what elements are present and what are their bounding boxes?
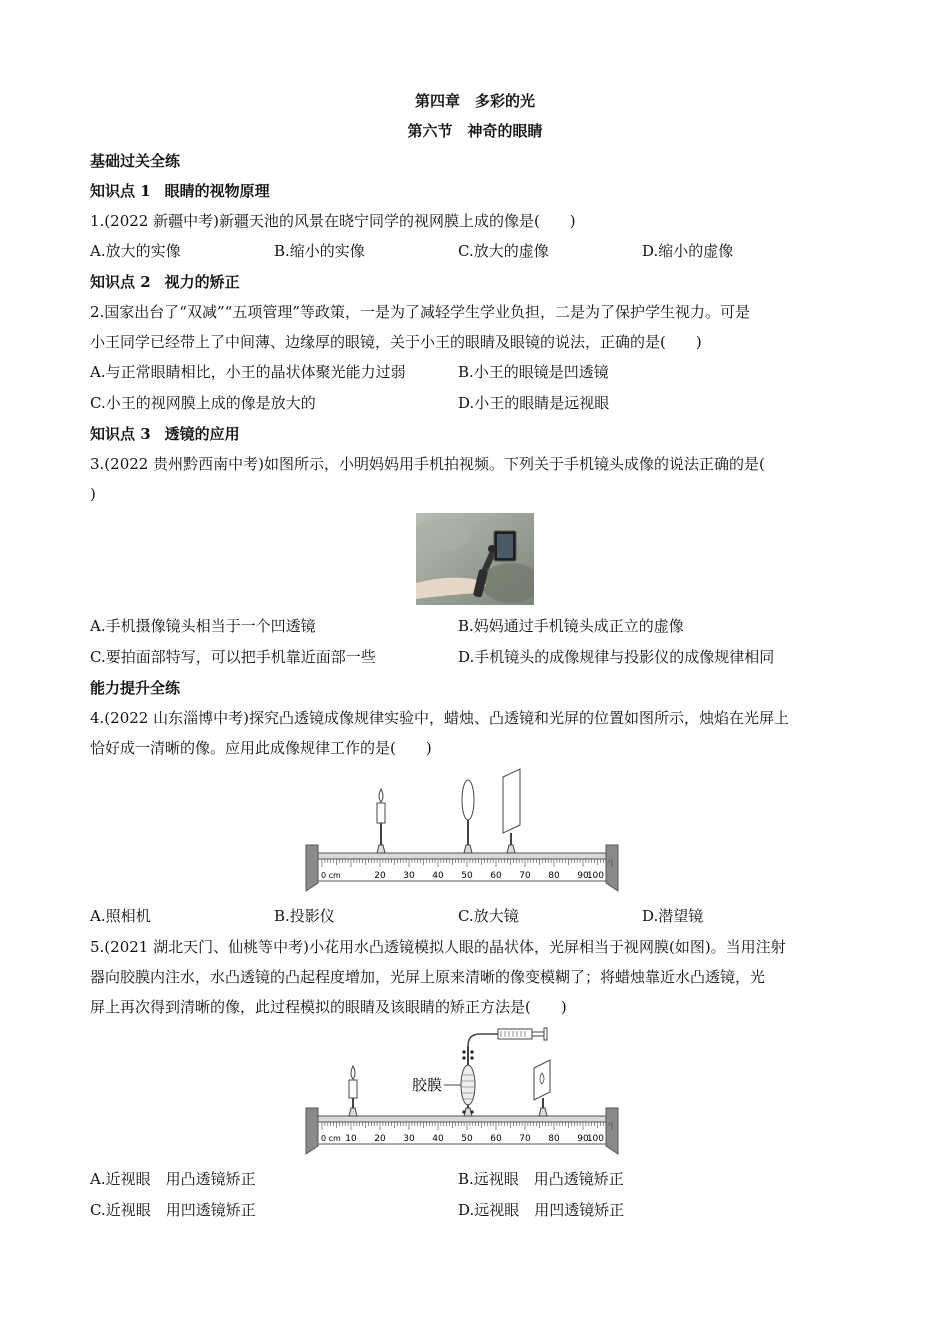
ruler-tick-label: 20	[374, 1134, 386, 1144]
option-d: D.潜望镜	[642, 907, 704, 925]
ability-heading: 能力提升全练	[90, 679, 181, 697]
convex-lens	[462, 780, 474, 853]
option-c: C.放大镜	[458, 907, 519, 925]
option-b: B.小王的眼镜是凹透镜	[458, 363, 609, 381]
ruler-tick-label: 80	[548, 1134, 560, 1144]
question-5-line-2: 器向胶膜内注水，水凸透镜的凸起程度增加，光屏上原来清晰的像变模糊了；将蜡烛靠近水凸透镜，光	[90, 968, 766, 986]
option-a: A.与正常眼睛相比，小王的晶状体聚光能力过弱	[90, 363, 406, 381]
bench-left-support	[306, 1108, 318, 1154]
syringe	[468, 1028, 547, 1046]
ruler-tick-label: 80	[548, 871, 560, 881]
option-d: D.远视眼 用凹透镜矫正	[458, 1201, 625, 1219]
question-2-options-row-2	[90, 388, 860, 419]
question-5-options-row-2	[90, 1195, 860, 1226]
phone-gimbal-photo	[90, 513, 860, 605]
ruler-tick-label: 0 cm	[321, 871, 341, 880]
question-1-stem: 1.(2022 新疆中考)新疆天池的风景在晓宁同学的视网膜上成的像是( )	[90, 212, 576, 230]
knowledge-point-3	[90, 419, 860, 449]
question-5-options-row-1	[90, 1164, 860, 1195]
kp3-label: 知识点 3	[90, 425, 151, 443]
ruler-tick-label: 70	[519, 871, 531, 881]
option-b: B.妈妈通过手机镜头成正立的虚像	[458, 617, 684, 635]
question-2-line-1: 2.国家出台了“双减”“五项管理”等政策，一是为了减轻学生学业负担，二是为了保护学生视力。可是	[90, 303, 750, 321]
option-d: D.手机镜头的成像规律与投影仪的成像规律相同	[458, 648, 775, 666]
kp3-title: 透镜的应用	[164, 425, 240, 443]
question-5-line-1: 5.(2021 湖北天门、仙桃等中考)小花用水凸透镜模拟人眼的晶状体，光屏相当于视网膜(如图)。当用注射	[90, 938, 786, 956]
option-c: C.小王的视网膜上成的像是放大的	[90, 394, 316, 412]
question-3-line-1: 3.(2022 贵州黔西南中考)如图所示，小明妈妈用手机拍视频。下列关于手机镜头成像的说法正确的是(	[90, 455, 765, 473]
question-3-options-row-1	[90, 611, 860, 642]
ruler-tick-label: 40	[432, 1134, 444, 1144]
section-title: 第六节 神奇的眼睛	[407, 122, 543, 140]
bench-rail	[318, 1116, 606, 1122]
question-4-line-2: 恰好成一清晰的像。应用此成像规律工作的是( )	[90, 739, 432, 757]
knowledge-point-1	[90, 176, 860, 206]
kp1-label: 知识点 1	[90, 182, 151, 200]
option-b: B.缩小的实像	[274, 242, 365, 260]
candle	[377, 789, 385, 853]
option-b: B.远视眼 用凸透镜矫正	[458, 1170, 624, 1188]
option-a: A.近视眼 用凸透镜矫正	[90, 1170, 256, 1188]
ruler-tick-label: 70	[519, 1134, 531, 1144]
ruler-tick-label: 60	[490, 871, 502, 881]
candle	[349, 1066, 357, 1116]
chapter-title: 第四章 多彩的光	[414, 92, 535, 110]
ruler-tick-label: 20	[374, 871, 386, 881]
ruler-tick-label: 40	[432, 871, 444, 881]
water-convex-lens	[461, 1046, 475, 1116]
optical-bench-figure-1	[90, 767, 860, 895]
bench-right-support	[606, 1108, 618, 1154]
phone-gimbal-photo-image	[416, 513, 534, 605]
ruler-tick-label: 50	[461, 1134, 473, 1144]
question-1-options	[90, 236, 860, 267]
option-a: A.放大的实像	[90, 242, 181, 260]
ruler-tick-label: 60	[490, 1134, 502, 1144]
light-screen	[503, 769, 520, 853]
ruler-tick-label: 90	[577, 1134, 589, 1144]
kp2-title: 视力的矫正	[164, 273, 240, 291]
question-2-line-2: 小王同学已经带上了中间薄、边缘厚的眼镜，关于小王的眼睛及眼镜的说法，正确的是( )	[90, 333, 702, 351]
option-b: B.投影仪	[274, 907, 335, 925]
option-d: D.缩小的虚像	[642, 242, 734, 260]
option-c: C.放大的虚像	[458, 242, 549, 260]
kp1-title: 眼睛的视物原理	[164, 182, 270, 200]
option-d: D.小王的眼睛是远视眼	[458, 394, 610, 412]
ruler-tick-label: 50	[461, 871, 473, 881]
optical-bench-1	[300, 767, 650, 895]
question-3-options-row-2	[90, 642, 860, 673]
ruler-tick-label: 0 cm	[321, 1134, 341, 1143]
option-a: A.照相机	[90, 907, 151, 925]
worksheet-page	[90, 86, 860, 1226]
option-c: C.近视眼 用凹透镜矫正	[90, 1201, 256, 1219]
ruler-tick-label: 100	[586, 871, 604, 881]
option-c: C.要拍面部特写，可以把手机靠近面部一些	[90, 648, 376, 666]
question-5-line-3: 屏上再次得到清晰的像，此过程模拟的眼睛及该眼睛的矫正方法是( )	[90, 998, 567, 1016]
ruler-tick-label: 90	[577, 871, 589, 881]
knowledge-point-2	[90, 267, 860, 297]
ruler-tick-label: 10	[345, 1134, 357, 1144]
question-3-line-2: )	[90, 485, 96, 503]
question-2-options-row-1	[90, 357, 860, 388]
ruler-tick-label: 30	[403, 871, 415, 881]
bench-rail	[318, 853, 606, 859]
question-4-options	[90, 901, 860, 932]
question-4-line-1: 4.(2022 山东淄博中考)探究凸透镜成像规律实验中，蜡烛、凸透镜和光屏的位置如图所示，烛焰在光屏上	[90, 709, 789, 727]
ruler-tick-label: 30	[403, 1134, 415, 1144]
bench-left-support	[306, 845, 318, 891]
ruler-tick-label: 100	[586, 1134, 604, 1144]
optical-bench-figure-2	[90, 1026, 860, 1158]
light-screen	[534, 1060, 550, 1116]
basic-heading: 基础过关全练	[90, 152, 181, 170]
optical-bench-2	[300, 1026, 650, 1158]
bench-right-support	[606, 845, 618, 891]
option-a: A.手机摄像镜头相当于一个凹透镜	[90, 617, 316, 635]
kp2-label: 知识点 2	[90, 273, 151, 291]
membrane-label: 胶膜	[411, 1076, 442, 1094]
